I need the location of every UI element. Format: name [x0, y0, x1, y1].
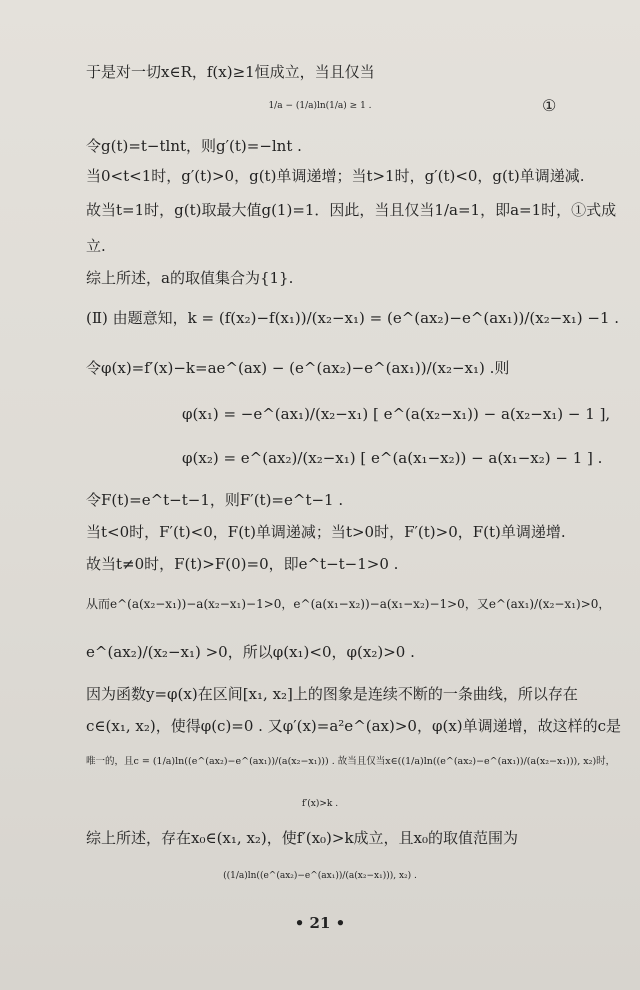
text-line-19: 唯一的，且c = (1/a)ln((e^(ax₂)−e^(ax₁))/(a(x₂−x₁))) . 故当且仅当x∈((1/a)ln((e^(ax₂)−e^(ax₁))/(a(x₂−x₁))), x₂)时， — [86, 756, 616, 767]
text-line-21: 综上所述，存在x₀∈(x₁, x₂)，使f′(x₀)>k成立，且x₀的取值范围为 — [86, 829, 519, 847]
text-line-5: 故当t=1时，g(t)取最大值g(1)=1．因此，当且仅当1/a=1，即a=1时，①式成 — [86, 201, 617, 219]
equation-result: f′(x)>k . — [301, 799, 339, 809]
text-line-8: (Ⅱ) 由题意知，k = (f(x₂)−f(x₁))/(x₂−x₁) = (e^(ax₂)−e^(ax₁))/(x₂−x₁) −1 . — [86, 309, 620, 327]
equation-1: 1/a − (1/a)ln(1/a) ≥ 1 . — [268, 101, 372, 111]
equation-phi-x2: φ(x₂) = e^(ax₂)/(x₂−x₁) [ e^(a(x₁−x₂)) − a(x₁−x₂) − 1 ] . — [182, 449, 603, 467]
text-line-4: 当0<t<1时，g′(t)>0，g(t)单调递增；当t>1时，g′(t)<0，g(t)单调递减. — [86, 167, 585, 185]
text-line-9: 令φ(x)=f′(x)−k=ae^(ax) − (e^(ax₂)−e^(ax₁))/(x₂−x₁) .则 — [86, 359, 510, 377]
text-line-12: 令F(t)=e^t−t−1，则F′(t)=e^t−1 . — [86, 491, 344, 509]
text-line-7: 综上所述，a的取值集合为{1}. — [86, 269, 294, 287]
page-number: • 21 • — [294, 914, 346, 932]
text-line-6: 立. — [86, 237, 106, 255]
text-line-17: 因为函数y=φ(x)在区间[x₁, x₂]上的图象是连续不断的一条曲线，所以存在 — [86, 685, 578, 703]
text-line-14: 故当t≠0时，F(t)>F(0)=0，即e^t−t−1>0 . — [86, 555, 399, 573]
text-line-3: 令g(t)=t−tlnt，则g′(t)=−lnt . — [86, 137, 302, 155]
text-line-13: 当t<0时，F′(t)<0，F(t)单调递减；当t>0时，F′(t)>0，F(t)单调递增. — [86, 523, 566, 541]
equation-range: ((1/a)ln((e^(ax₂)−e^(ax₁))/(a(x₂−x₁))), x₂) . — [223, 871, 417, 881]
text-line-15: 从而e^(a(x₂−x₁))−a(x₂−x₁)−1>0，e^(a(x₁−x₂))−a(x₁−x₂)−1>0，又e^(ax₁)/(x₂−x₁)>0， — [86, 597, 611, 611]
text-line-16: e^(ax₂)/(x₂−x₁) >0，所以φ(x₁)<0，φ(x₂)>0 . — [86, 643, 415, 661]
text-line-18: c∈(x₁, x₂)，使得φ(c)=0 . 又φ′(x)=a²e^(ax)>0，φ(x)单调递增，故这样的c是 — [86, 717, 622, 735]
equation-marker: ① — [542, 96, 557, 115]
equation-phi-x1: φ(x₁) = −e^(ax₁)/(x₂−x₁) [ e^(a(x₂−x₁)) − a(x₂−x₁) − 1 ], — [182, 405, 611, 423]
text-line-1: 于是对一切x∈R，f(x)≥1恒成立，当且仅当 — [86, 63, 375, 81]
